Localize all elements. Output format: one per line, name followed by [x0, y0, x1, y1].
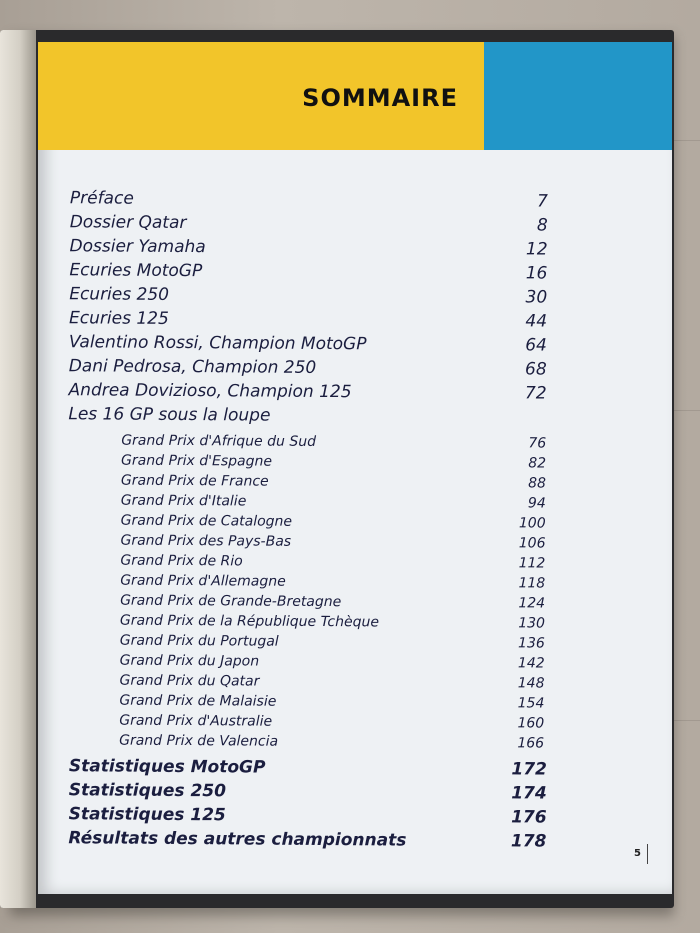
gp-page: 154	[517, 695, 545, 712]
stats-title: Statistiques MotoGP	[68, 756, 266, 778]
toc-page: 72	[524, 383, 547, 404]
gp-title: Grand Prix de Catalogne	[120, 512, 293, 530]
gp-title: Grand Prix d'Afrique du Sud	[121, 432, 317, 450]
stats-entry	[68, 828, 546, 855]
gp-entry	[119, 733, 544, 756]
page-number: 5	[634, 844, 648, 864]
toc-title: Dani Pedrosa, Champion 250	[68, 356, 317, 378]
gp-title: Grand Prix d'Australie	[119, 712, 273, 730]
gp-title: Grand Prix du Portugal	[119, 632, 279, 650]
toc-page: 64	[525, 335, 547, 356]
toc-title: Ecuries 125	[69, 308, 169, 329]
toc-page: 8	[536, 215, 548, 236]
toc-title: Les 16 GP sous la loupe	[68, 404, 271, 426]
page-title: SOMMAIRE	[302, 84, 458, 112]
toc-page: 30	[525, 287, 548, 308]
gp-title: Grand Prix du Qatar	[119, 672, 260, 690]
toc-title: Andrea Dovizioso, Champion 125	[68, 380, 352, 403]
stats-title: Résultats des autres championnats	[68, 828, 407, 851]
gp-page: 148	[517, 675, 545, 692]
toc-entry	[70, 212, 548, 239]
gp-page: 82	[528, 455, 547, 472]
toc-title: Dossier Qatar	[69, 212, 187, 234]
toc-entry	[69, 236, 547, 263]
toc-page: 44	[525, 311, 548, 332]
gp-page: 88	[528, 475, 546, 492]
toc-entry	[68, 404, 546, 431]
gp-title: Grand Prix d'Italie	[120, 492, 247, 510]
gp-page: 94	[527, 495, 546, 512]
gp-title: Grand Prix de Rio	[120, 552, 243, 570]
gp-page: 100	[518, 515, 546, 532]
stats-entry	[69, 756, 547, 783]
gp-title: Grand Prix de Valencia	[119, 732, 279, 750]
gp-page: 130	[518, 615, 546, 632]
stats-page: 172	[511, 759, 548, 780]
gp-page: 106	[518, 535, 546, 552]
gp-title: Grand Prix des Pays-Bas	[120, 532, 292, 550]
stats-entry	[69, 804, 547, 831]
toc-title: Dossier Yamaha	[69, 236, 206, 258]
toc-entry	[69, 308, 547, 335]
gp-title: Grand Prix de France	[120, 472, 269, 490]
toc-entry	[69, 260, 547, 287]
toc-entry	[69, 356, 547, 383]
gp-page: 142	[517, 655, 545, 672]
stats-entry	[69, 780, 547, 807]
gp-page: 118	[518, 575, 546, 592]
gp-page: 160	[517, 715, 545, 732]
stats-page: 178	[510, 831, 547, 852]
gp-page: 112	[518, 555, 546, 572]
toc-entry	[68, 380, 546, 407]
gp-title: Grand Prix du Japon	[119, 652, 260, 670]
toc-title: Préface	[69, 188, 134, 209]
gp-title: Grand Prix d'Allemagne	[120, 572, 286, 590]
toc-title: Valentino Rossi, Champion MotoGP	[68, 332, 367, 355]
toc-page: 68	[525, 359, 547, 380]
toc-title: Ecuries MotoGP	[69, 260, 203, 282]
toc-entry	[70, 188, 548, 215]
gp-page: 136	[518, 635, 545, 652]
gp-title: Grand Prix de Malaisie	[119, 692, 277, 710]
toc-page: 16	[525, 263, 548, 284]
stats-page: 174	[511, 783, 547, 804]
toc-entry	[69, 284, 547, 311]
toc-entry	[69, 332, 547, 359]
gp-page: 76	[528, 435, 547, 452]
toc-page: 7	[537, 191, 548, 212]
stats-title: Statistiques 250	[68, 780, 227, 802]
gp-title: Grand Prix de Grande-Bretagne	[120, 592, 342, 611]
toc-title: Ecuries 250	[69, 284, 170, 305]
gp-page: 124	[518, 595, 546, 612]
table-of-contents	[32, 42, 672, 898]
gp-title: Grand Prix de la République Tchèque	[119, 612, 380, 631]
stats-title: Statistiques 125	[68, 804, 226, 826]
toc-page: 12	[525, 239, 548, 260]
gp-title: Grand Prix d'Espagne	[121, 452, 273, 470]
gp-page: 166	[517, 735, 545, 752]
book-spine	[0, 30, 36, 908]
book-page	[38, 42, 672, 894]
stats-page: 176	[511, 807, 547, 828]
